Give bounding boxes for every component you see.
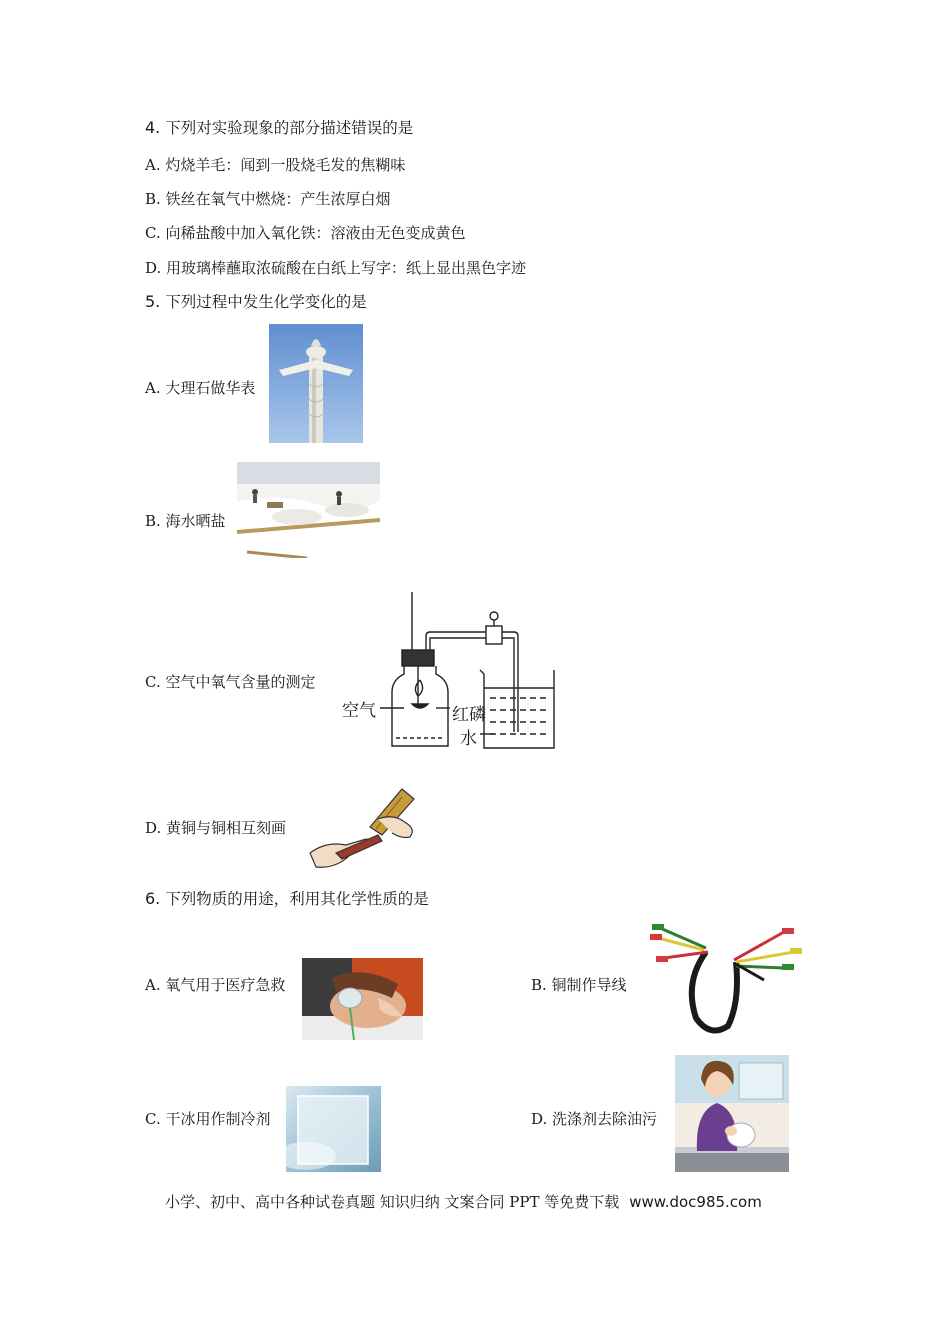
q6-stem-text: 下列物质的用途，利用其化学性质的是 — [165, 890, 429, 908]
q4-number: 4. — [145, 118, 161, 137]
red-phosphorus-label: 红磷 — [452, 705, 486, 725]
q4-stem — [145, 118, 413, 138]
water-label: 水 — [460, 729, 477, 749]
oxygen-mask-image — [302, 958, 423, 1040]
q5-option-a: A. 大理石做华表 — [145, 379, 256, 397]
q4-stem-text: 下列对实验现象的部分描述错误的是 — [165, 119, 414, 137]
air-label: 空气 — [342, 701, 376, 721]
footer-url[interactable]: www.doc985.com — [629, 1193, 762, 1211]
q6-number: 6. — [145, 889, 161, 908]
q5-option-c: C. 空气中氧气含量的测定 — [145, 673, 316, 691]
q6-stem — [145, 889, 429, 909]
q5-stem — [145, 292, 367, 312]
q6-option-b: B. 铜制作导线 — [531, 976, 627, 994]
dishwashing-image — [675, 1055, 789, 1172]
q6-option-d: D. 洗涤剂去除油污 — [531, 1110, 658, 1128]
marble-column-image — [269, 324, 363, 443]
q5-stem-text: 下列过程中发生化学变化的是 — [165, 293, 367, 311]
q4-option-b: B. 铁丝在氧气中燃烧：产生浓厚白烟 — [145, 190, 391, 208]
dry-ice-image — [286, 1086, 381, 1172]
sea-salt-drying-image — [237, 462, 380, 558]
q5-number: 5. — [145, 292, 161, 311]
oxygen-measurement-apparatus-diagram — [340, 592, 558, 752]
q5-option-b: B. 海水晒盐 — [145, 512, 226, 530]
q4-option-a: A. 灼烧羊毛：闻到一股烧毛发的焦糊味 — [145, 156, 406, 174]
q4-option-c: C. 向稀盐酸中加入氧化铁：溶液由无色变成黄色 — [145, 224, 466, 242]
footer — [165, 1191, 762, 1212]
brass-copper-scratch-image — [306, 783, 424, 870]
q6-option-c: C. 干冰用作制冷剂 — [145, 1110, 271, 1128]
q5-option-d: D. 黄铜与铜相互刻画 — [145, 819, 287, 837]
q6-option-a: A. 氧气用于医疗急救 — [145, 976, 286, 994]
copper-wire-clips-image — [644, 922, 804, 1039]
q4-option-d: D. 用玻璃棒蘸取浓硫酸在白纸上写字：纸上显出黑色字迹 — [145, 259, 527, 277]
footer-text: 小学、初中、高中各种试卷真题 知识归纳 文案合同 PPT 等免费下载 — [165, 1193, 620, 1211]
